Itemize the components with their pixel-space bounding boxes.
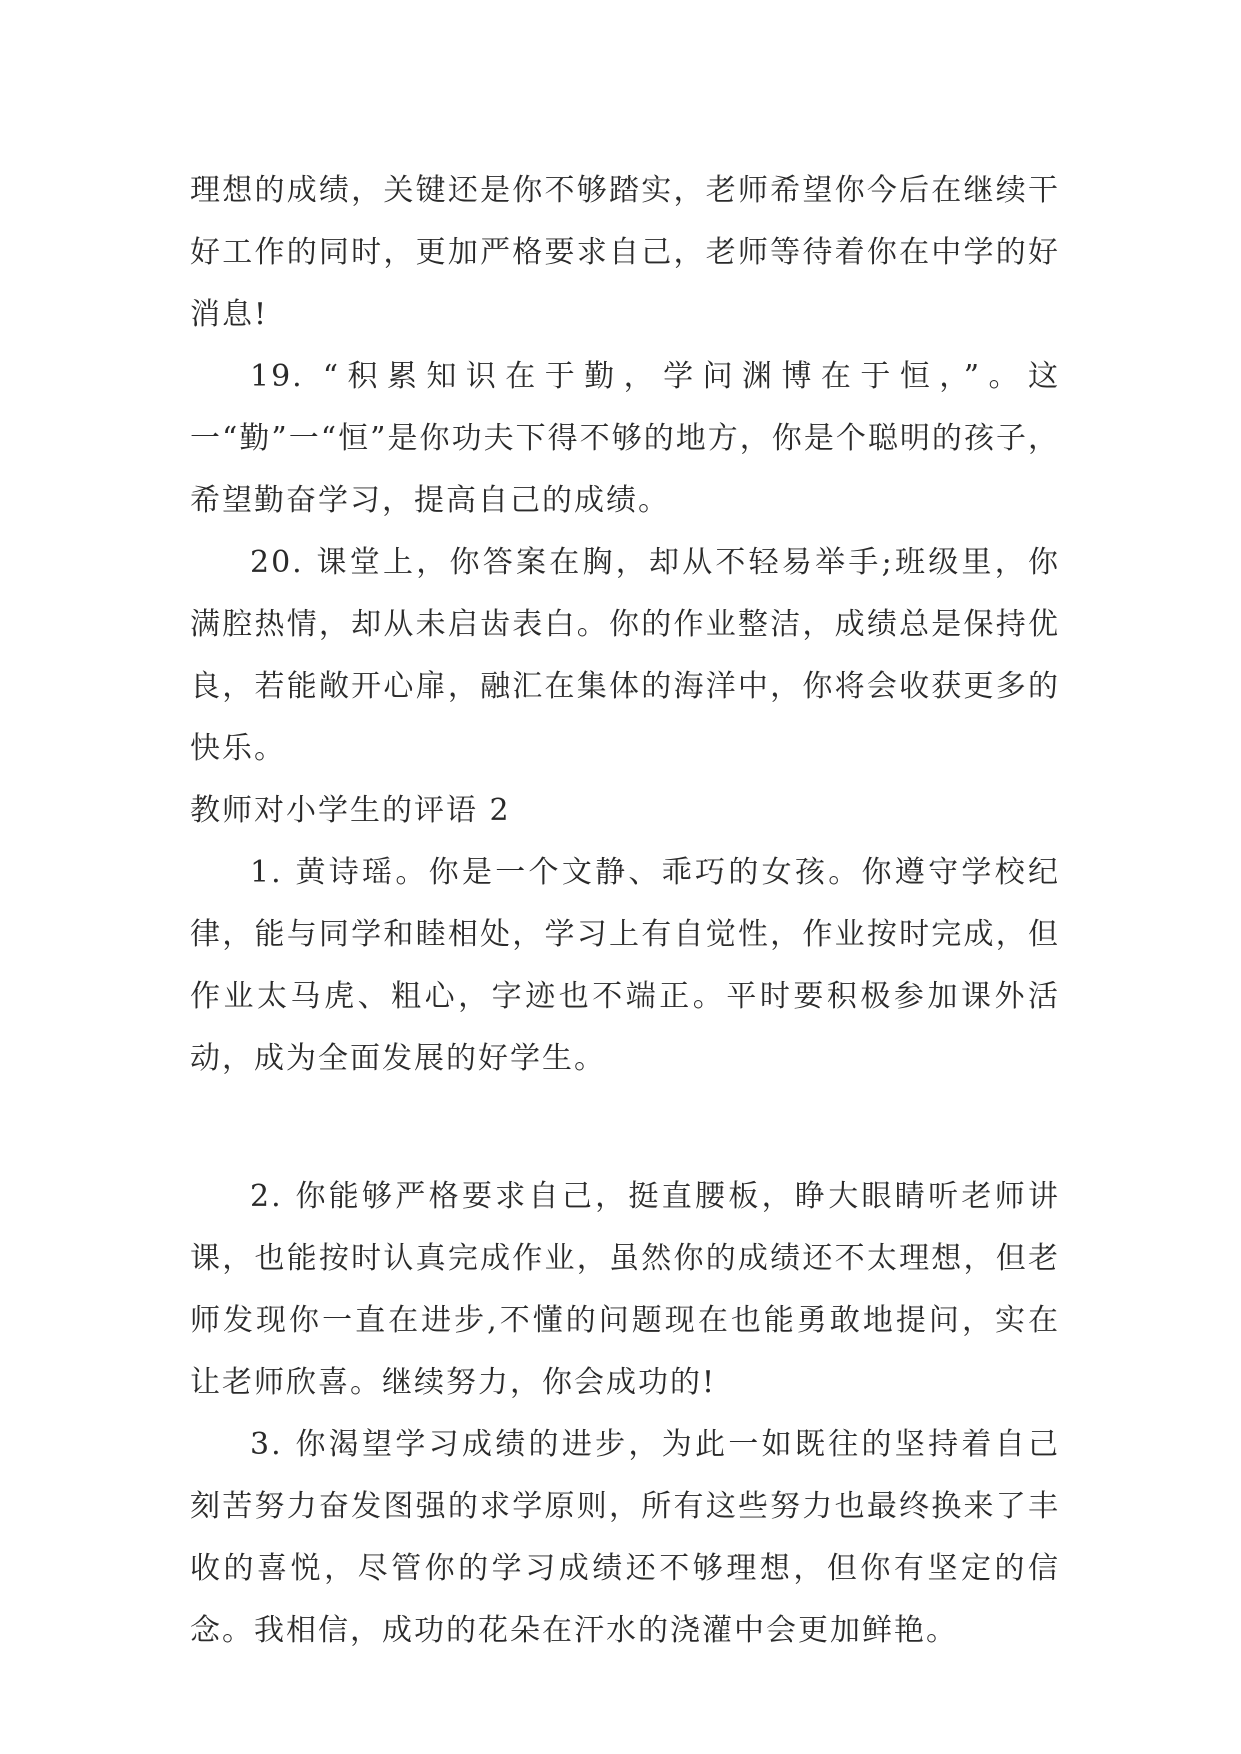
section-title: 教师对小学生的评语 2 [190,793,511,828]
paragraph-spacer [190,1090,1060,1166]
paragraph-20: 20. 课堂上，你答案在胸，却从不轻易举手;班级里，你满腔热情，却从未启齿表白。你的作业整洁，成绩总是保持优良，若能敞开心扉，融汇在集体的海洋中，你将会收获更多的快乐。 [190,545,1060,766]
section-paragraph-1: 1. 黄诗瑶。你是一个文静、乖巧的女孩。你遵守学校纪律，能与同学和睦相处，学习上有自觉性，作业按时完成，但作业太马虎、粗心，字迹也不端正。平时要积极参加课外活动，成为全面发展的好学生。 [190,855,1060,1076]
paragraph-continued: 理想的成绩，关键还是你不够踏实，老师希望你今后在继续干好工作的同时，更加严格要求自己，老师等待着你在中学的好消息! [190,173,1060,332]
section-paragraph-3: 3. 你渴望学习成绩的进步，为此一如既往的坚持着自己刻苦努力奋发图强的求学原则，所有这些努力也最终换来了丰收的喜悦，尽管你的学习成绩还不够理想，但你有坚定的信念。我相信，成功的花朵在汗水的浇灌中会更加鲜艳。 [190,1427,1060,1648]
paragraph-19: 19. “积累知识在于勤，学问渊博在于恒，”。这一“勤”一“恒”是你功夫下得不够的地方，你是个聪明的孩子，希望勤奋学习，提高自己的成绩。 [190,359,1060,518]
document-body [190,160,1060,1662]
section-paragraph-2: 2. 你能够严格要求自己，挺直腰板，睁大眼睛听老师讲课，也能按时认真完成作业，虽然你的成绩还不太理想，但老师发现你一直在进步,不懂的问题现在也能勇敢地提问，实在让老师欣喜。继续努力，你会成功的! [190,1179,1060,1400]
